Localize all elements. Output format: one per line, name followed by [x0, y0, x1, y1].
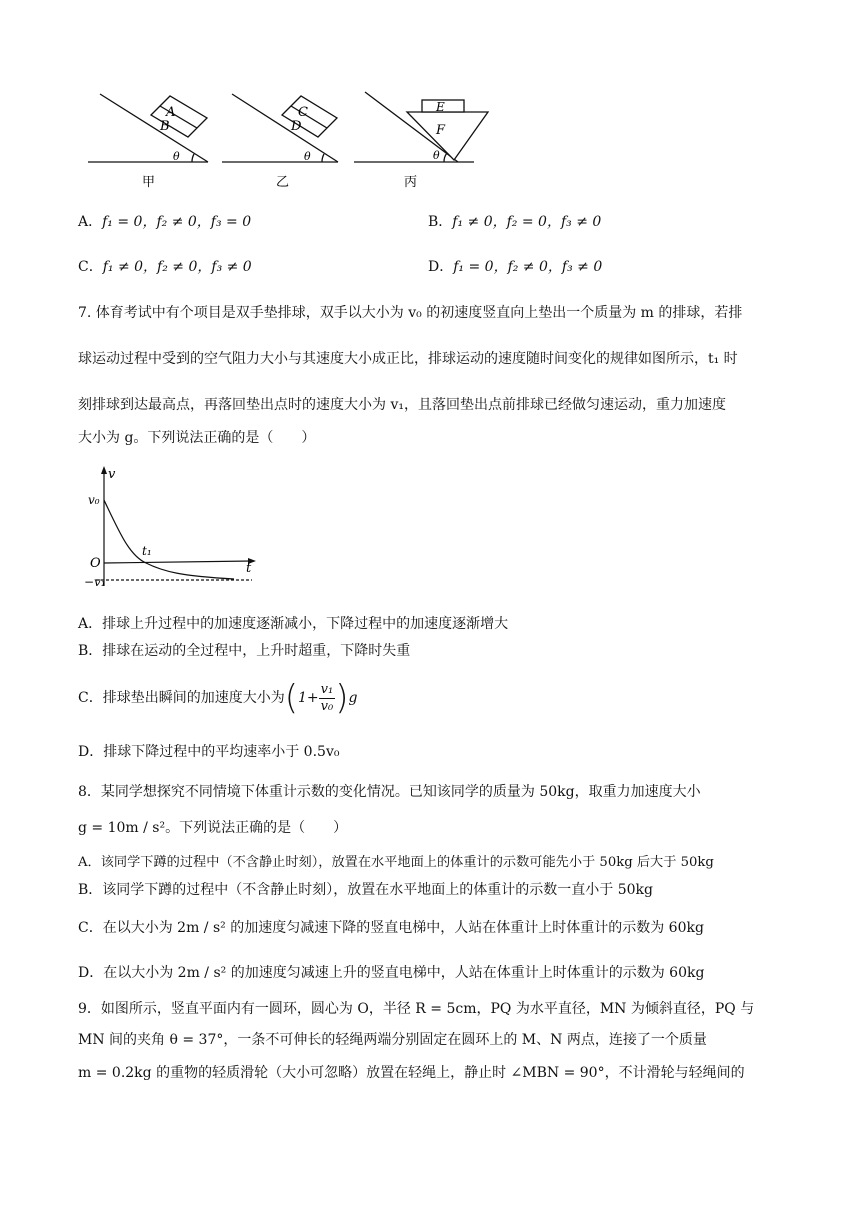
figure-label-jia: 甲 — [142, 175, 156, 190]
option-text: f₁ = 0，f₂ ≠ 0，f₃ = 0 — [102, 214, 252, 230]
q6-option-d — [428, 257, 602, 277]
one-plus: 1+ — [297, 690, 319, 706]
block-E-label: E — [436, 100, 445, 114]
q7-line-3: 刻排球到达最高点，再落回垫出点时的速度大小为 v₁，且落回垫出点前排球已经做匀速运动，重力加速度 — [78, 397, 726, 413]
q7-option-c — [78, 678, 357, 718]
gravity-g: g — [348, 690, 358, 706]
t-axis-label: t — [246, 561, 252, 576]
v-axis-label: v — [108, 467, 116, 482]
option-text: f₁ = 0，f₂ ≠ 0，f₃ ≠ 0 — [453, 259, 603, 275]
q7-line-4: 大小为 g。下列说法正确的是（ ） — [78, 430, 316, 446]
q8-option-a: A．该同学下蹲的过程中（不含静止时刻），放置在水平地面上的体重计的示数可能先小于 50kg 后大于 50kg — [78, 855, 714, 870]
angle-theta-jia: θ — [173, 150, 180, 163]
q7-option-b: B．排球在运动的全过程中，上升时超重，下降时失重 — [78, 643, 411, 659]
right-paren: ) — [335, 678, 349, 718]
q8-option-d: D．在以大小为 2m / s² 的加速度匀减速上升的竖直电梯中，人站在体重计上时体重计的示数为 60kg — [78, 965, 705, 981]
figure-yi — [222, 94, 338, 162]
neg-v1-label: −v₁ — [84, 575, 106, 589]
left-paren: ( — [284, 678, 298, 718]
q8-line-2: g = 10m / s²。下列说法正确的是（ ） — [78, 820, 348, 836]
t-axis — [104, 561, 252, 563]
figure-label-yi: 乙 — [276, 175, 290, 190]
block-C-label: C — [298, 105, 308, 120]
figure-bing — [354, 92, 488, 162]
q6-option-b — [428, 212, 601, 232]
q9-line-3: m = 0.2kg 的重物的轻质滑轮（大小可忽略）放置在轻绳上，静止时 ∠MBN = 90°，不计滑轮与轻绳间的 — [78, 1065, 745, 1081]
angle-theta-bing: θ — [433, 149, 440, 162]
q8-line-1: 8．某同学想探究不同情境下体重计示数的变化情况。已知该同学的质量为 50kg，取重力加速度大小 — [78, 784, 701, 800]
block-D-label: D — [291, 119, 302, 134]
q7-option-d: D．排球下降过程中的平均速率小于 0.5v₀ — [78, 744, 340, 760]
q7-line-2: 球运动过程中受到的空气阻力大小与其速度大小成正比，排球运动的速度随时间变化的规律如图所示，t₁ 时 — [78, 351, 738, 367]
figure-jia — [88, 94, 208, 162]
q9-line-2: MN 间的夹角 θ = 37°，一条不可伸长的轻绳两端分别固定在圆环上的 M、N 两点，连接了一个质量 — [78, 1032, 707, 1048]
incline-figures — [80, 84, 500, 194]
t1-label: t₁ — [142, 544, 152, 558]
fraction-denominator: v₀ — [320, 698, 334, 714]
fraction-numerator: v₁ — [320, 681, 334, 697]
v0-label: v₀ — [88, 493, 100, 507]
figure-label-bing: 丙 — [404, 175, 418, 190]
q7-line-1: 7. 体育考试中有个项目是双手垫排球，双手以大小为 v₀ 的初速度竖直向上垫出一个质量为 m 的排球，若排 — [78, 305, 743, 321]
option-letter: C． — [78, 259, 103, 275]
angle-theta-yi: θ — [304, 150, 311, 163]
option-letter: A． — [78, 214, 103, 230]
q6-option-c — [78, 257, 252, 277]
q7-option-a: A．排球上升过程中的加速度逐渐减小，下降过程中的加速度逐渐增大 — [78, 616, 509, 632]
block-A-label: A — [166, 105, 176, 120]
velocity-curve — [104, 500, 234, 579]
option-letter: D． — [428, 259, 454, 275]
option-text: f₁ ≠ 0，f₂ = 0，f₃ ≠ 0 — [452, 214, 602, 230]
q9-line-1: 9．如图所示，竖直平面内有一圆环，圆心为 O，半径 R = 5cm，PQ 为水平直径，MN 为倾斜直径，PQ 与 — [78, 1001, 755, 1017]
option-text: f₁ ≠ 0，f₂ ≠ 0，f₃ ≠ 0 — [102, 259, 252, 275]
q8-option-c: C．在以大小为 2m / s² 的加速度匀减速下降的竖直电梯中，人站在体重计上时体重计的示数为 60kg — [78, 920, 704, 936]
option-letter: B． — [428, 214, 453, 230]
q6-option-a — [78, 212, 251, 232]
ratio-fraction — [319, 682, 336, 715]
option-c-prefix: C．排球垫出瞬间的加速度大小为 — [78, 690, 285, 706]
velocity-time-graph — [84, 464, 264, 594]
block-F-label: F — [436, 123, 446, 138]
block-B-label: B — [160, 119, 170, 134]
origin-label: O — [90, 556, 101, 571]
q8-option-b: B．该同学下蹲的过程中（不含静止时刻），放置在水平地面上的体重计的示数一直小于 50kg — [78, 882, 653, 898]
